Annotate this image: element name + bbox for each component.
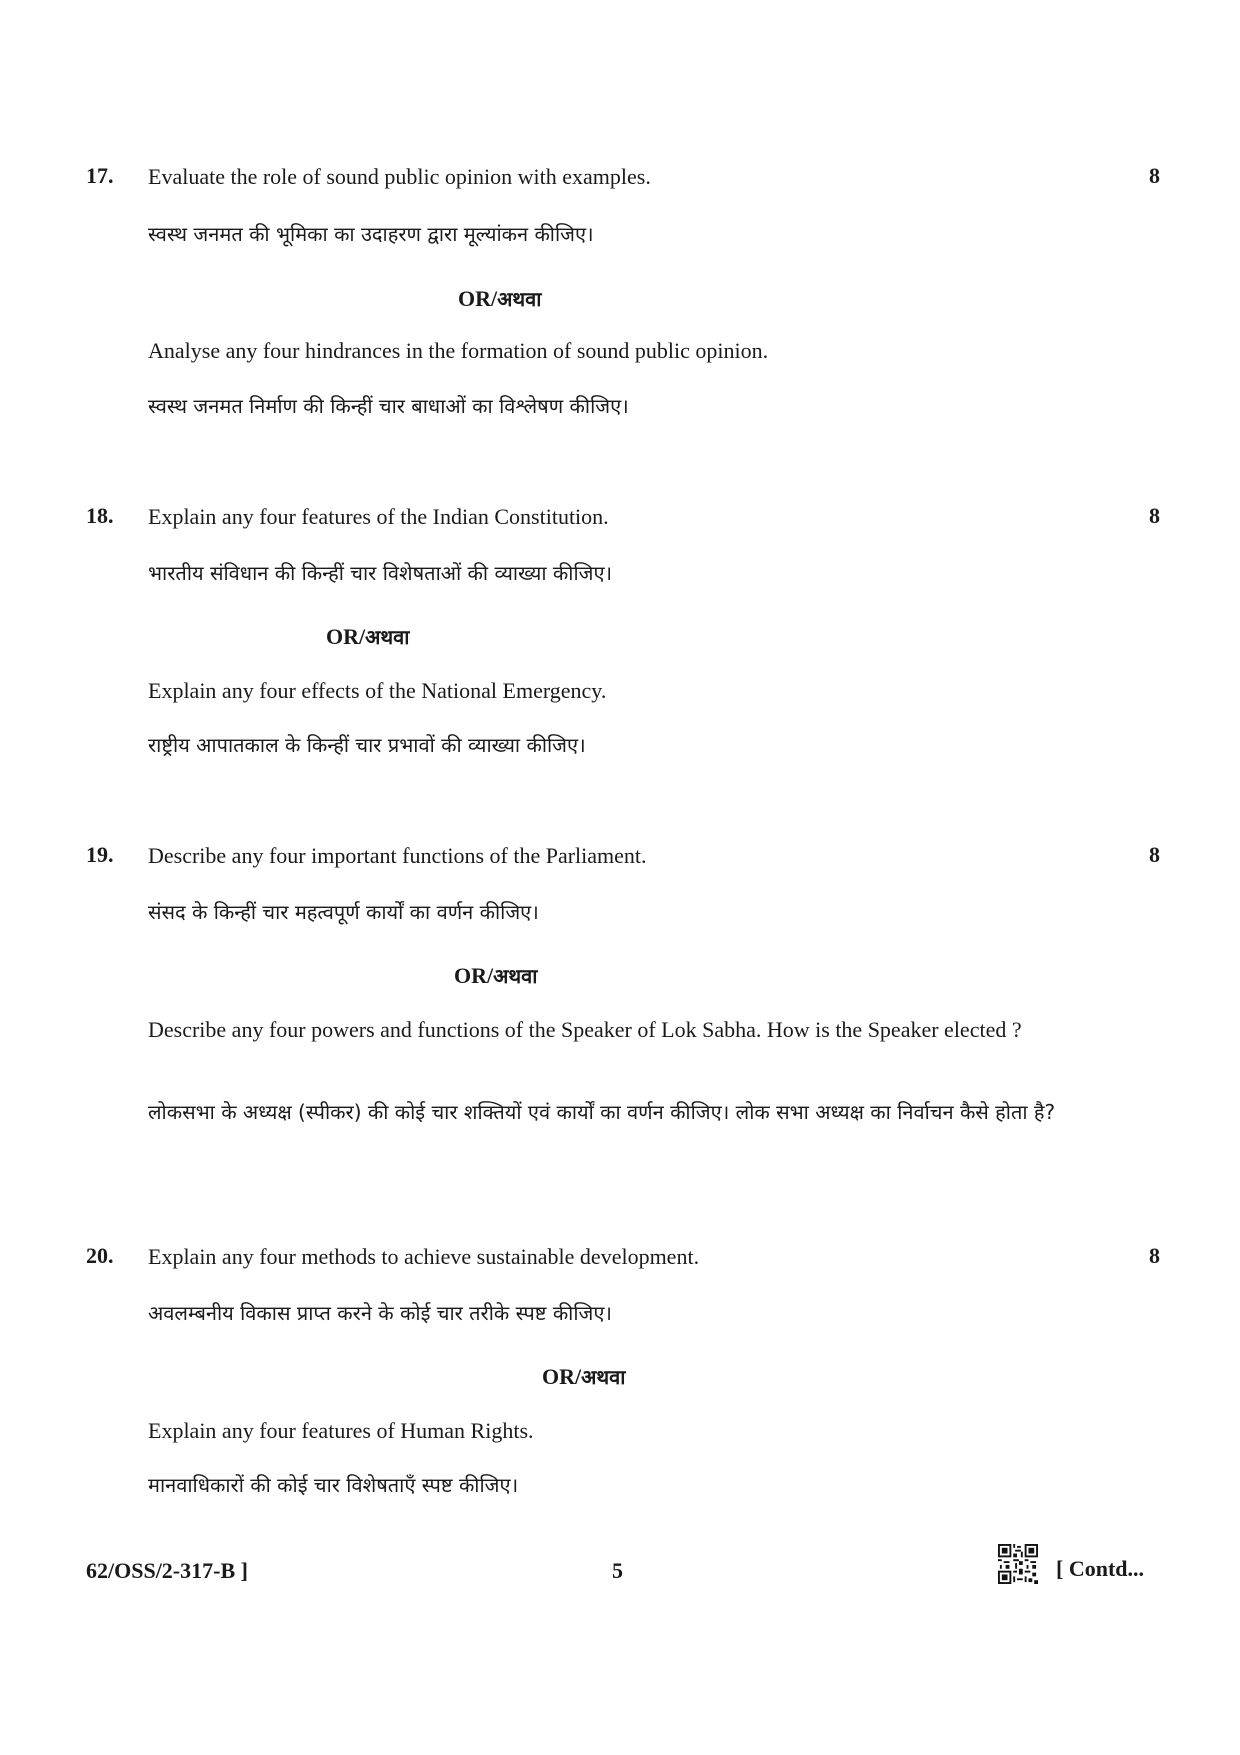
- question-text-english: Describe any four important functions of the Parliament.: [148, 843, 647, 868]
- question-text-hindi: भारतीय संविधान की किन्हीं चार विशेषताओं की व्याख्या कीजिए।: [148, 561, 613, 585]
- alternative-text-hindi: राष्ट्रीय आपातकाल के किन्हीं चार प्रभावों की व्याख्या कीजिए।: [148, 733, 586, 757]
- question-marks: 8: [1149, 1243, 1160, 1268]
- question-text-english: Explain any four methods to achieve sustainable development.: [148, 1244, 700, 1269]
- question-marks: 8: [1149, 842, 1160, 867]
- question-text-hindi: स्वस्थ जनमत की भूमिका का उदाहरण द्वारा मूल्यांकन कीजिए।: [148, 222, 594, 246]
- continued-label: [ Contd...: [1056, 1556, 1145, 1581]
- question-text-hindi: संसद के किन्हीं चार महत्वपूर्ण कार्यों का वर्णन कीजिए।: [148, 900, 539, 924]
- question-marks: 8: [1149, 163, 1160, 188]
- alternative-text-english: Analyse any four hindrances in the formation of sound public opinion.: [148, 338, 769, 363]
- question-text-english: Evaluate the role of sound public opinion with examples.: [148, 164, 651, 189]
- question-marks: 8: [1149, 503, 1160, 528]
- or-label: OR/: [454, 963, 494, 988]
- or-separator: [326, 623, 410, 650]
- page-number: 5: [612, 1558, 623, 1583]
- question-number: 18.: [86, 503, 114, 528]
- or-label: OR/: [458, 286, 498, 311]
- question-text-hindi: अवलम्बनीय विकास प्राप्त करने के कोई चार तरीके स्पष्ट कीजिए।: [148, 1301, 613, 1325]
- or-label-hindi: अथवा: [497, 287, 542, 311]
- or-label-hindi: अथवा: [581, 1365, 626, 1389]
- qr-code-icon: [998, 1544, 1038, 1584]
- alternative-text-english: Explain any four features of Human Rights.: [148, 1418, 534, 1443]
- alternative-text-english: Explain any four effects of the National Emergency.: [148, 678, 607, 703]
- or-label: OR/: [542, 1364, 582, 1389]
- question-number: 19.: [86, 842, 114, 867]
- paper-code: 62/OSS/2-317-B ]: [86, 1558, 248, 1583]
- or-label-hindi: अथवा: [365, 625, 410, 649]
- or-separator: [542, 1363, 626, 1390]
- question-text-english: Explain any four features of the Indian Constitution.: [148, 504, 609, 529]
- alternative-text-english: Describe any four powers and functions of the Speaker of Lok Sabha. How is the Speaker elected ?: [148, 1017, 1022, 1042]
- alternative-text-hindi: लोकसभा के अध्यक्ष (स्पीकर) की कोई चार शक्तियों एवं कार्यों का वर्णन कीजिए। लोक सभा अध्यक्ष का निर्वाचन कैसे होता है?: [148, 1100, 1056, 1124]
- or-separator: [454, 962, 538, 989]
- or-label: OR/: [326, 624, 366, 649]
- or-label-hindi: अथवा: [493, 964, 538, 988]
- question-number: 20.: [86, 1243, 114, 1268]
- alternative-text-hindi: स्वस्थ जनमत निर्माण की किन्हीं चार बाधाओं का विश्लेषण कीजिए।: [148, 394, 629, 418]
- question-number: 17.: [86, 163, 114, 188]
- alternative-text-hindi: मानवाधिकारों की कोई चार विशेषताएँ स्पष्ट कीजिए।: [148, 1473, 519, 1497]
- or-separator: [458, 285, 542, 312]
